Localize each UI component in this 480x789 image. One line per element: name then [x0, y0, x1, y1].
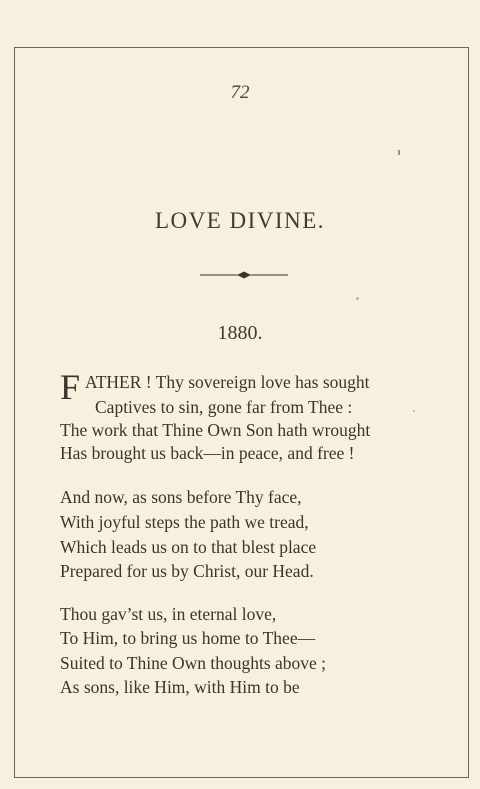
poem-line: Thou gav’st us, in eternal love,: [60, 604, 277, 624]
page-number: 72: [230, 82, 250, 103]
poem-line: As sons, like Him, with Him to be: [60, 677, 300, 697]
poem-line: To Him, to bring us home to Thee—: [60, 628, 316, 648]
drop-cap: F: [60, 367, 81, 407]
poem-line: With joyful steps the path we tread,: [60, 512, 309, 532]
paper-speck: [356, 297, 359, 300]
poem-year: 1880.: [217, 322, 263, 344]
poem-line: The work that Thine Own Son hath wrought: [60, 420, 371, 440]
paper-speck: [413, 410, 415, 412]
poem-line: ATHER ! Thy sovereign love has sought: [85, 372, 370, 392]
poem-line: Has brought us back—in peace, and free !: [60, 443, 355, 463]
poem-line: Suited to Thine Own thoughts above ;: [60, 653, 327, 673]
paper-speck: [398, 150, 400, 155]
poem-line: Which leads us on to that blest place: [60, 537, 317, 557]
poem-line: Captives to sin, gone far from Thee :: [95, 397, 353, 417]
poem-line: Prepared for us by Christ, our Head.: [60, 561, 314, 581]
poem-line: And now, as sons before Thy face,: [60, 487, 302, 507]
poem-title: LOVE DIVINE.: [154, 208, 325, 233]
